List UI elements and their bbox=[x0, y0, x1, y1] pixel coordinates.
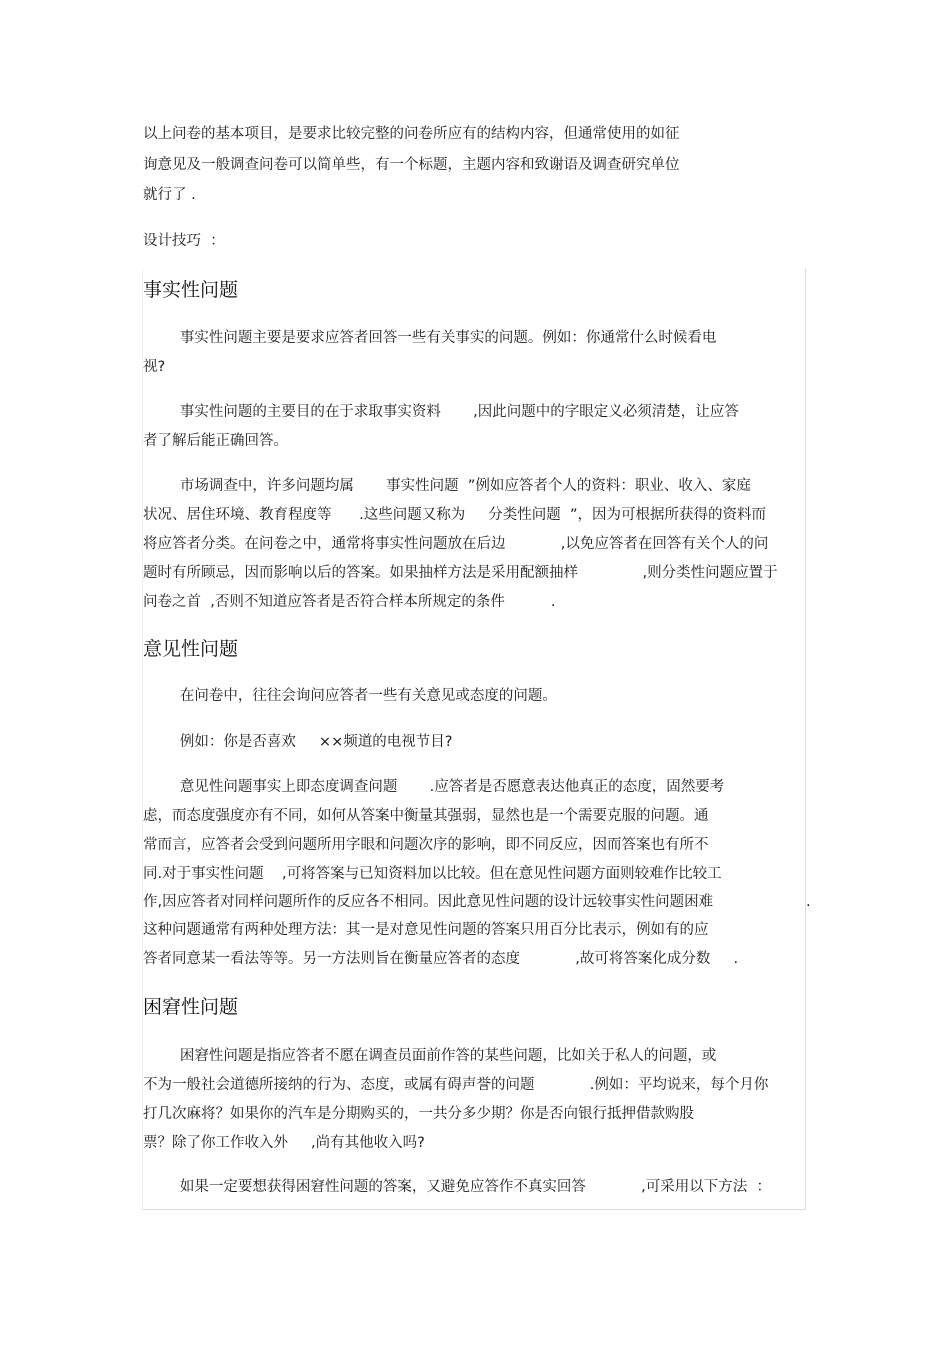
stray-mark: . bbox=[806, 894, 811, 910]
paragraph-line: 市场调查中，许多问题均属 事实性问题 ”例如应答者个人的资料：职业、收入、家庭 bbox=[143, 478, 751, 494]
paragraph-line: 状况、居住环境、教育程度等 .这些问题又称为 分类性问题 ”，因为可根据所获得的资料而 bbox=[143, 507, 767, 523]
paragraph-line: 在问卷中，往往会询问应答者一些有关意见或态度的问题。 bbox=[143, 688, 557, 704]
paragraph-line: 问卷之首 ,否则不知道应答者是否符合样本所规定的条件 . bbox=[143, 594, 556, 610]
intro-line: 询意见及一般调查问卷可以简单些，有一个标题，主题内容和致谢语及调查研究单位 bbox=[143, 157, 680, 173]
paragraph-line: 票？除了你工作收入外 ,尚有其他收入吗? bbox=[143, 1135, 425, 1151]
section-heading: 意见性问题 bbox=[143, 638, 239, 660]
paragraph-line: 者了解后能正确回答。 bbox=[143, 433, 288, 449]
section-heading: 困窘性问题 bbox=[143, 996, 239, 1018]
paragraph-line: 将应答者分类。在问卷之中，通常将事实性问题放在后边 ,以免应答者在回答有关个人的问 bbox=[143, 536, 769, 552]
section-heading: 事实性问题 bbox=[143, 279, 239, 301]
design-tips-label: 设计技巧 ： bbox=[143, 233, 225, 249]
paragraph-line: 常而言，应答者会受到问题所用字眼和问题次序的影响，即不同反应，因而答案也有所不 bbox=[143, 837, 709, 853]
paragraph-line: 如果一定要想获得困窘性问题的答案，又避免应答作不真实回答 ,可采用以下方法 ： bbox=[143, 1179, 772, 1195]
paragraph-line: 事实性问题的主要目的在于求取事实资料 ,因此问题中的字眼定义必须清楚，让应答 bbox=[143, 404, 739, 420]
paragraph-line: 打几次麻将？如果你的汽车是分期购买的，一共分多少期？你是否向银行抵押借款购股 bbox=[143, 1106, 694, 1122]
paragraph-line: 题时有所顾忌，因而影响以后的答案。如果抽样方法是采用配额抽样 ,则分类性问题应置于 bbox=[143, 565, 778, 581]
paragraph-line: 例如：你是否喜欢 ××频道的电视节目? bbox=[143, 734, 453, 750]
intro-line: 以上问卷的基本项目，是要求比较完整的问卷所应有的结构内容，但通常使用的如征 bbox=[143, 126, 680, 142]
paragraph-line: 事实性问题主要是要求应答者回答一些有关事实的问题。例如：你通常什么时候看电 bbox=[143, 330, 717, 346]
paragraph-line: 意见性问题事实上即态度调查问题 .应答者是否愿意表达他真正的态度，固然要考 bbox=[143, 779, 725, 795]
paragraph-line: 同.对于事实性问题 ,可将答案与已知资料加以比较。但在意见性问题方面则较难作比较工 bbox=[143, 866, 722, 882]
intro-line: 就行了 . bbox=[143, 187, 196, 203]
paragraph-line: 虑，而态度强度亦有不同，如何从答案中衡量其强弱，显然也是一个需要克服的问题。通 bbox=[143, 808, 709, 824]
paragraph-line: 答者同意某一看法等等。另一方法则旨在衡量应答者的态度 ,故可将答案化成分数 . bbox=[143, 951, 739, 967]
paragraph-line: 这种问题通常有两种处理方法：其一是对意见性问题的答案只用百分比表示，例如有的应 bbox=[143, 922, 709, 938]
paragraph-line: 视? bbox=[143, 359, 166, 375]
paragraph-line: 不为一般社会道德所接纳的行为、态度，或属有碍声誉的问题 .例如：平均说来，每个月你 bbox=[143, 1077, 769, 1093]
paragraph-line: 困窘性问题是指应答者不愿在调查员面前作答的某些问题，比如关于私人的问题，或 bbox=[143, 1048, 717, 1064]
paragraph-line: 作,因应答者对同样问题所作的反应各不相同。因此意见性问题的设计远较事实性问题困难 bbox=[143, 894, 714, 910]
